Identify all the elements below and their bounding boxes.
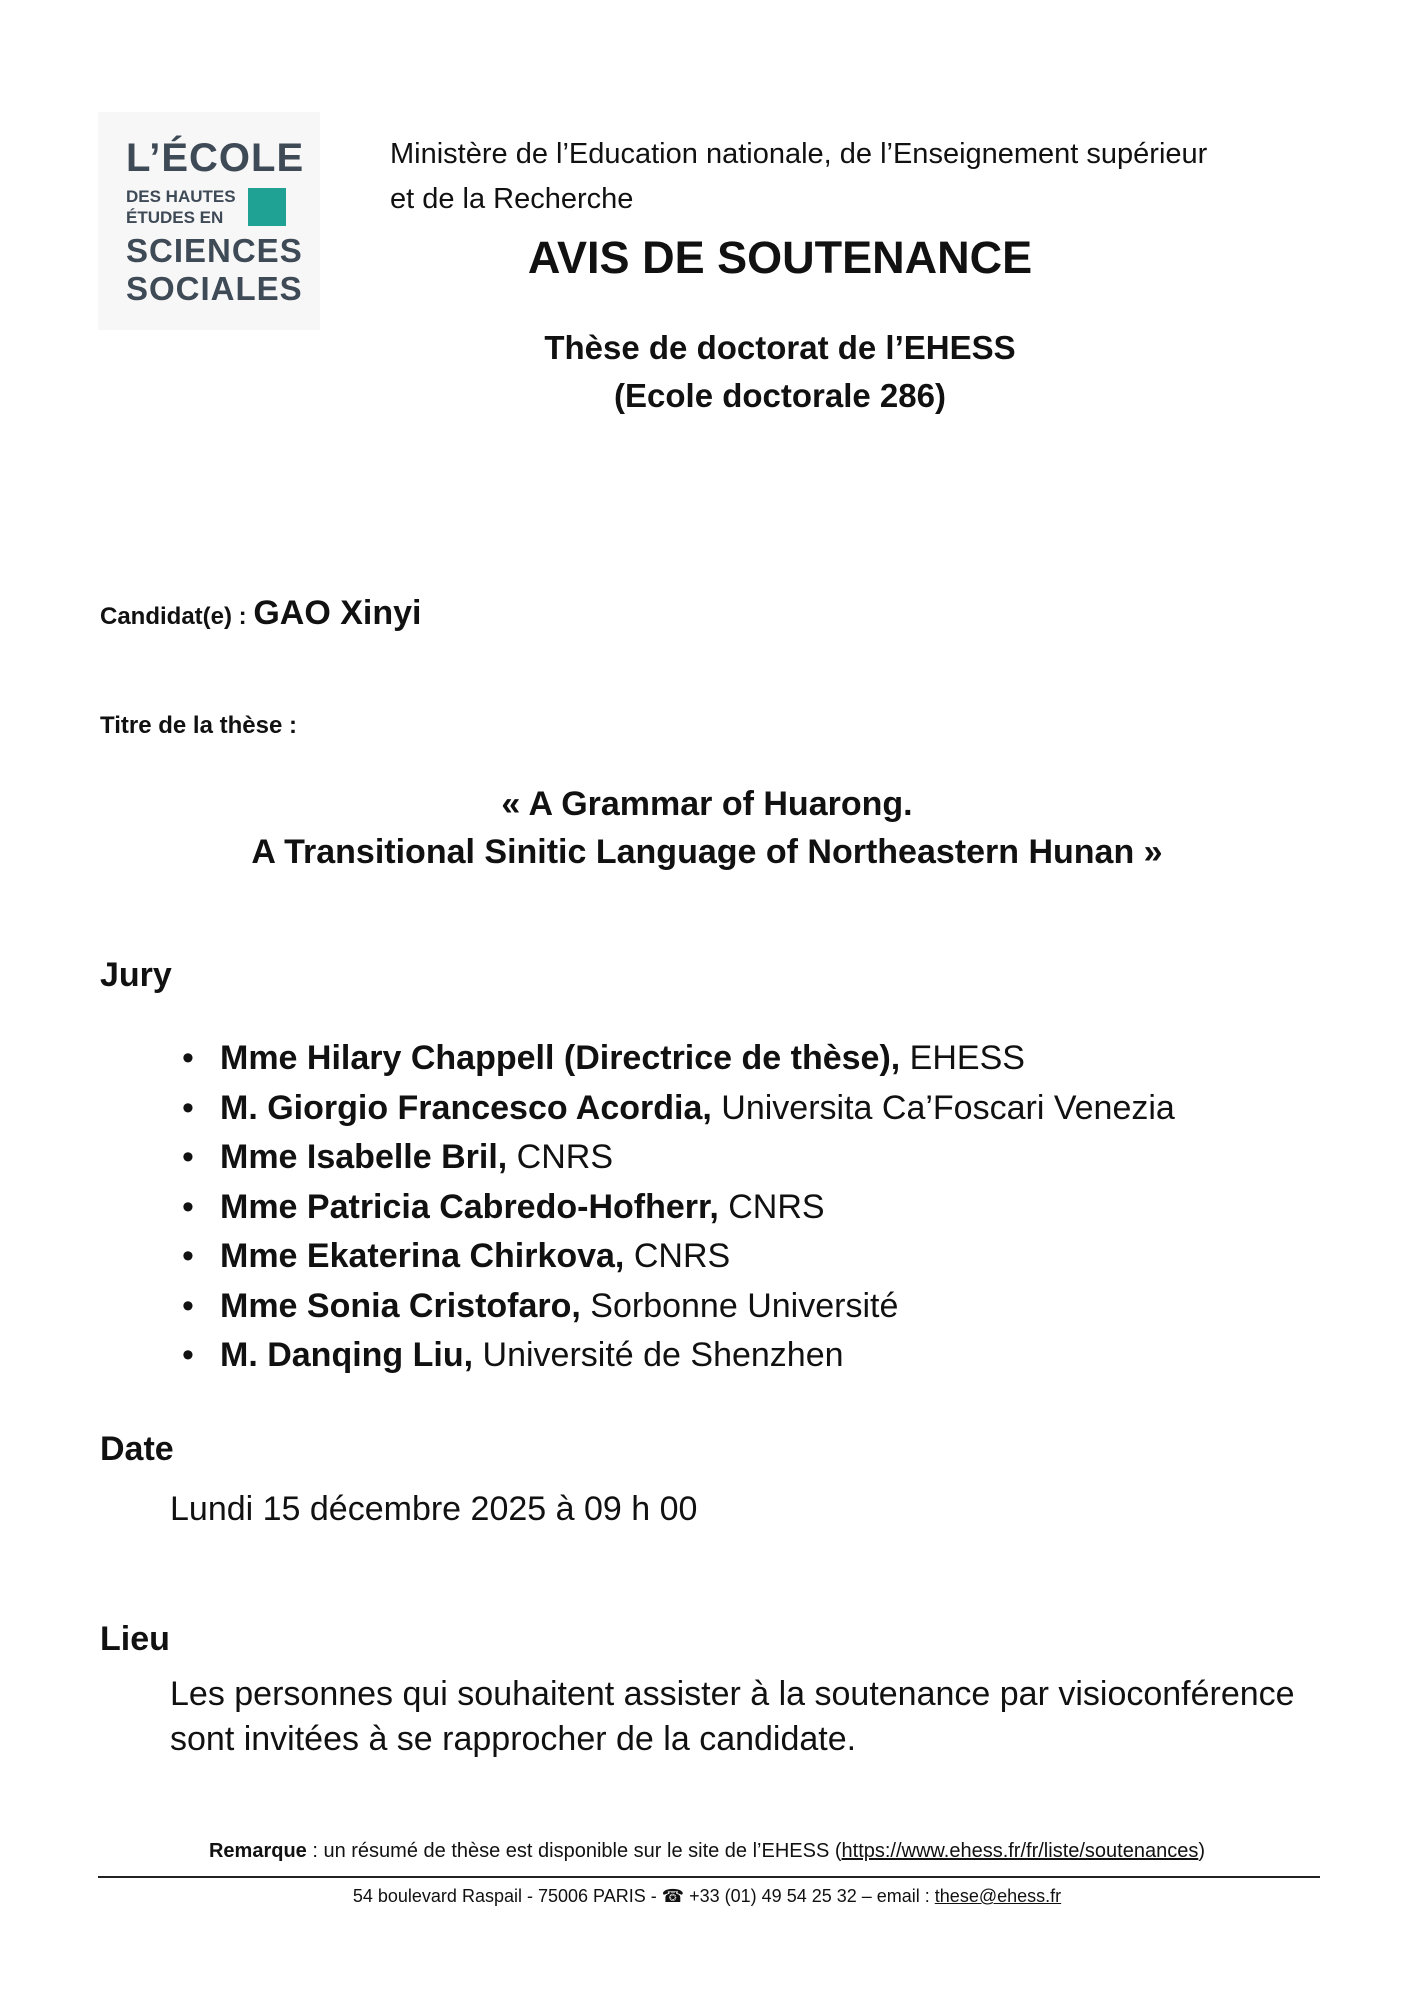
jury-member: • Mme Hilary Chappell (Directrice de thèse), EHESS (180, 1034, 1175, 1084)
logo-line-ecole: L’ÉCOLE (126, 136, 305, 180)
footer-address: 54 boulevard Raspail - 75006 PARIS - ☎ +33 (01) 49 54 25 32 – email : these@ehess.fr (352, 1886, 1062, 1906)
jury-member: • M. Danqing Liu, Université de Shenzhen (180, 1331, 1175, 1381)
bullet-icon: • (182, 1039, 194, 1077)
remarque-note: Remarque : un résumé de thèse est disponible sur le site de l’EHESS (https://www.ehess.fr/fr/liste/soutenances) (208, 1840, 1206, 1862)
jury-member: • Mme Isabelle Bril, CNRS (180, 1133, 1175, 1183)
logo-accent-square (248, 188, 286, 226)
defense-date: Lundi 15 décembre 2025 à 09 h 00 (170, 1490, 698, 1528)
thesis-title-label: Titre de la thèse : (100, 712, 297, 739)
ehess-logo (98, 112, 320, 330)
phone-icon: ☎ (661, 1886, 685, 1906)
logo-line-sciences-sociales: SCIENCES SOCIALES (126, 232, 303, 307)
lieu-heading: Lieu (100, 1620, 170, 1658)
candidate-name: GAO Xinyi (253, 594, 422, 632)
jury-member: • Mme Sonia Cristofaro, Sorbonne Université (180, 1282, 1175, 1332)
bullet-icon: • (182, 1336, 194, 1374)
doctorate-subtitle: Thèse de doctorat de l’EHESS (Ecole doctorale 286) (544, 329, 1016, 414)
jury-member: • Mme Ekaterina Chirkova, CNRS (180, 1232, 1175, 1282)
soutenances-link[interactable]: https://www.ehess.fr/fr/liste/soutenances (841, 1840, 1199, 1862)
candidate-label: Candidat(e) (100, 603, 232, 630)
date-heading: Date (100, 1430, 174, 1468)
email-link[interactable]: these@ehess.fr (934, 1886, 1062, 1906)
remarque-label: Remarque (208, 1840, 307, 1862)
jury-member: • Mme Patricia Cabredo-Hofherr, CNRS (180, 1183, 1175, 1233)
candidate-line (100, 594, 421, 633)
candidate-separator: : (232, 603, 254, 630)
footer-divider (98, 1876, 1320, 1878)
thesis-title: « A Grammar of Huarong. A Transitional Sinitic Language of Northeastern Hunan » (251, 785, 1163, 871)
jury-heading: Jury (100, 956, 172, 994)
lieu-text: Les personnes qui souhaitent assister à la soutenance par visioconférence sont invitées à se rapprocher de la candidate. (170, 1675, 1295, 1758)
bullet-icon: • (182, 1138, 194, 1176)
bullet-icon: • (182, 1286, 194, 1325)
page-title: AVIS DE SOUTENANCE (527, 232, 1033, 283)
bullet-icon: • (182, 1187, 194, 1226)
jury-list (180, 1034, 1175, 1381)
ministry-heading: Ministère de l’Education nationale, de l’Enseignement supérieur et de la Recherche (390, 138, 1208, 215)
jury-member: • M. Giorgio Francesco Acordia, Universita Ca’Foscari Venezia (180, 1084, 1175, 1134)
bullet-icon: • (182, 1088, 194, 1127)
logo-line-hautes-etudes: DES HAUTES ÉTUDES EN (126, 187, 236, 227)
bullet-icon: • (182, 1237, 194, 1275)
